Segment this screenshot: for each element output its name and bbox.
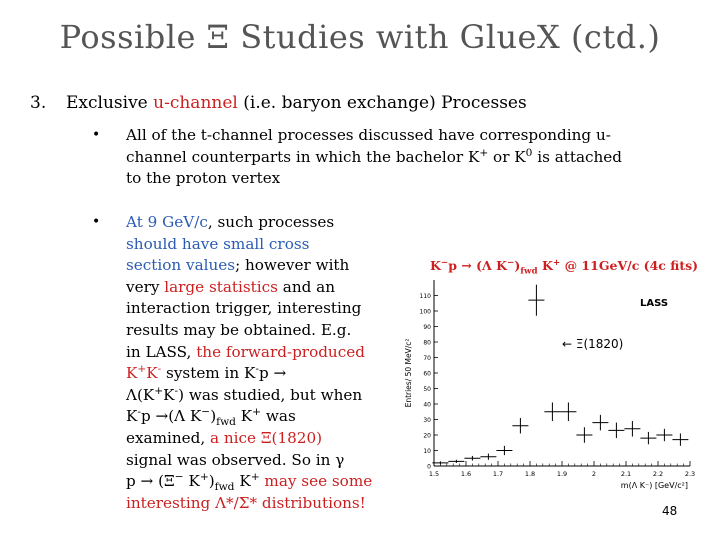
b2-kk-system (126, 364, 161, 382)
b2-l4a: very (126, 277, 165, 296)
b2-l8c: system in K (161, 364, 256, 383)
item-number: 3. (30, 93, 47, 113)
b2-l10a: K (126, 407, 138, 426)
bullet-marker-1: • (92, 127, 101, 143)
b2-l8s1: + (137, 362, 147, 376)
bullet-text-1 (126, 125, 711, 190)
y-tick-label: 40 (423, 401, 431, 409)
b2-l9b: K (163, 385, 175, 404)
b2-l3b: ; however with (235, 256, 350, 275)
y-axis-label: Entries/ 50 MeV/c² (404, 338, 413, 408)
pt-c: ) (514, 258, 521, 273)
b2-l9a: Λ(K (126, 385, 155, 404)
pt-d: K (537, 258, 553, 273)
b2-energy: At 9 GeV/c (126, 213, 208, 231)
x-axis-label: m(Λ K⁻) [GeV/c²] (620, 481, 688, 490)
plot-title (430, 257, 699, 277)
b1-sup2: 0 (525, 145, 533, 159)
y-tick-label: 30 (423, 417, 431, 424)
b2-l10b: p →(Λ K (140, 407, 202, 426)
y-tick-label: 50 (423, 386, 431, 393)
heading-post: (i.e. baryon exchange) Processes (237, 93, 527, 113)
x-tick-label: 1.9 (556, 470, 568, 478)
b2-l1b: , such processes (207, 213, 335, 231)
xi1820-annotation: ← Ξ(1820) (562, 337, 624, 351)
b2-line8 (126, 363, 416, 385)
y-tick-label: 20 (423, 432, 431, 440)
b2-l10s3: + (252, 405, 262, 419)
x-tick-label: 2.3 (684, 470, 696, 478)
b2-l7a: in LASS, (126, 342, 197, 361)
legend-lass: LASS (640, 298, 669, 309)
pt-e: @ 11GeV/c (4c fits) (560, 258, 699, 273)
b2-l10e: was (261, 407, 296, 426)
x-tick-label: 1.8 (524, 470, 536, 478)
b2-l11b: a nice Ξ(1820) (210, 428, 323, 447)
b2-line1 (126, 212, 416, 234)
b2-l13b: K (183, 472, 200, 491)
b2-l7b: the forward-produced (196, 342, 365, 361)
y-tick-label: 80 (423, 339, 431, 347)
b2-line4 (126, 277, 416, 299)
pt-a: K (430, 258, 441, 273)
heading-pre: Exclusive (66, 93, 154, 113)
b2-l13s3: + (250, 470, 260, 484)
y-tick-label: 90 (423, 324, 431, 331)
b2-l10d: K (235, 407, 253, 426)
bullet-marker-2: • (92, 214, 101, 230)
page-number: 48 (662, 504, 678, 518)
b2-line11 (126, 428, 416, 450)
b2-line7 (126, 342, 416, 364)
b2-l8d: p → (258, 364, 287, 383)
pt-sub: fwd (520, 266, 538, 277)
heading-emphasis: u-channel (153, 93, 238, 113)
x-tick-label: 2 (591, 470, 597, 478)
y-tick-label: 0 (427, 463, 431, 471)
slide-title: Possible Ξ Studies with GlueX (ctd.) (59, 18, 661, 56)
b2-line2: should have small cross (126, 234, 310, 253)
b2-line13 (126, 471, 416, 493)
b1-line3: to the proton vertex (126, 169, 281, 188)
b2-line12: signal was observed. So in γ (126, 450, 345, 469)
x-tick-label: 1.7 (492, 470, 504, 478)
histogram-plot (398, 276, 710, 498)
b2-l10c: ) (210, 407, 217, 426)
b2-line6: results may be obtained. E.g. (126, 320, 352, 339)
b2-l13s1: − (174, 470, 184, 484)
x-tick-label: 2.1 (620, 470, 632, 478)
b2-l11a: examined, (126, 428, 211, 447)
b2-l8a: K (126, 364, 138, 383)
b2-l13d: K (234, 472, 251, 491)
b2-l8s3: - (255, 362, 259, 376)
section-heading (66, 93, 527, 113)
b2-l13a: p → (Ξ (126, 472, 175, 491)
pt-s1: − (440, 257, 449, 268)
y-tick-label: 110 (419, 293, 431, 300)
b1-line1: All of the t-channel processes discussed have corresponding u- (126, 126, 611, 144)
y-tick-label: 100 (419, 308, 431, 316)
pt-s2: − (506, 257, 515, 268)
b2-l10sub: fwd (216, 415, 236, 429)
b1-line2b: or K (488, 147, 526, 166)
x-tick-label: 2.2 (652, 470, 664, 478)
b2-l10s2: − (201, 405, 211, 419)
b2-l9c: ) was studied, but when (178, 385, 363, 404)
b2-l4b: large statistics (164, 277, 278, 296)
b2-l3a: section values (126, 256, 236, 275)
b2-line10 (126, 406, 416, 428)
pt-b: p → (Λ K (448, 258, 507, 273)
b1-sup1: + (479, 145, 489, 159)
b1-line2c: is attached (532, 147, 623, 166)
pt-s3: + (552, 257, 561, 268)
x-tick-label: 1.5 (428, 470, 440, 478)
y-tick-label: 70 (423, 355, 431, 362)
b2-l9s2: - (174, 383, 179, 397)
b2-l8s2: - (157, 362, 162, 376)
b2-l13sub: fwd (214, 480, 235, 494)
y-tick-label: 60 (423, 370, 431, 378)
bullet-text-2 (126, 212, 416, 514)
b2-l13e: may see some (259, 472, 373, 491)
b2-l10s1: - (137, 405, 141, 419)
b2-l4c: and an (277, 277, 335, 296)
b2-line3 (126, 255, 416, 277)
b2-l13c: ) (208, 472, 215, 491)
b2-l8b: K (146, 364, 158, 383)
b2-l13s2: + (199, 470, 209, 484)
y-tick-label: 10 (423, 448, 431, 455)
b2-line5: interaction trigger, interesting (126, 299, 362, 318)
x-tick-label: 1.6 (460, 470, 472, 478)
b1-line2a: channel counterparts in which the bachelor K (126, 147, 480, 166)
b2-line14: interesting Λ*/Σ* distributions! (126, 493, 366, 512)
b2-l9s1: + (154, 383, 164, 397)
b2-line9 (126, 385, 416, 407)
